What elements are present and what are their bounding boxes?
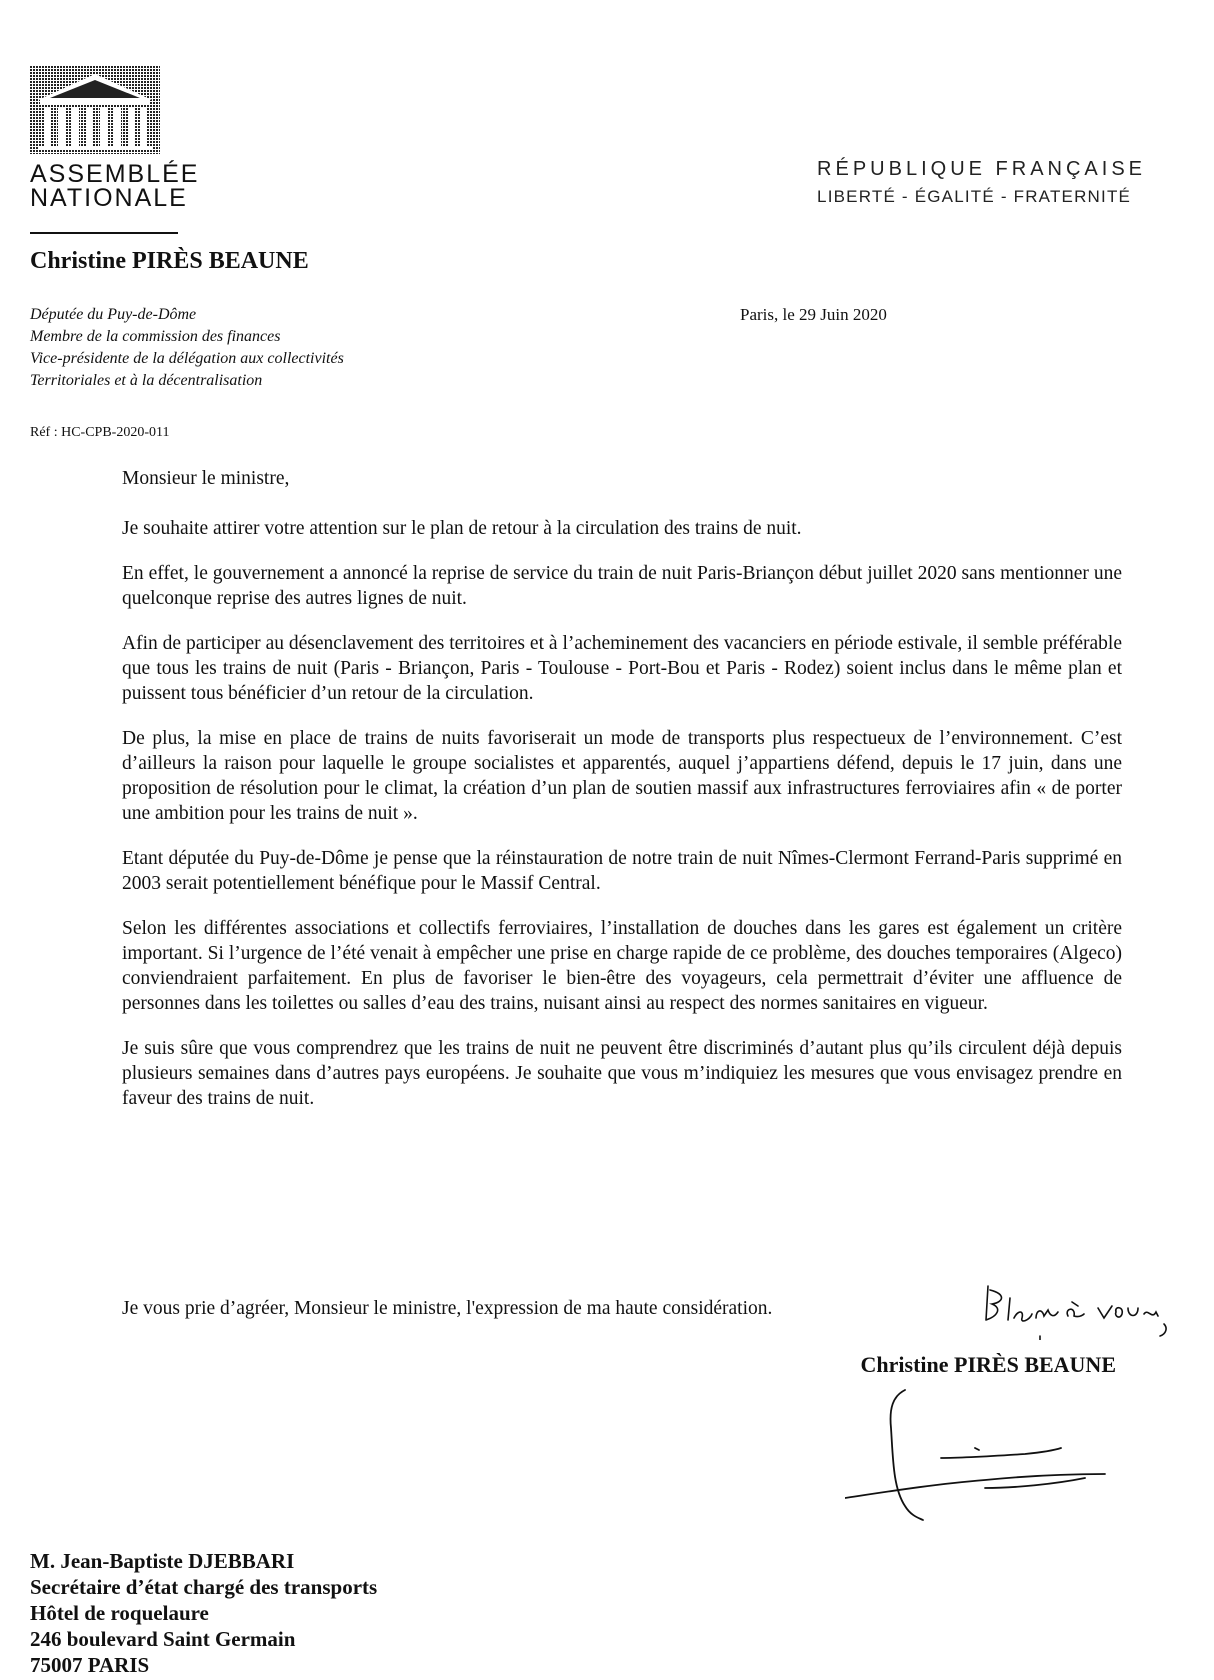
place-date: Paris, le 29 Juin 2020 — [740, 305, 887, 324]
handwritten-signature — [845, 1388, 1135, 1528]
author-name: Christine PIRÈS BEAUNE — [30, 248, 309, 274]
republic-header — [817, 158, 1146, 207]
republic-title: RÉPUBLIQUE FRANÇAISE — [817, 158, 1146, 180]
paragraph: En effet, le gouvernement a annoncé la reprise de service du train de nuit Paris-Briançon début juillet 2020 sans mentionner une quelconque reprise des autres lignes de nuit. — [122, 563, 1122, 609]
paragraph: De plus, la mise en place de trains de nuits favoriserait un mode de transports plus respectueux de l’environnement. C’est d’ailleurs la raison pour laquelle le groupe socialistes et apparentés, auquel j’appartiens défend, depuis le 17 juin, dans une proposition de résolution pour le climat, la création d’un plan de soutien massif aux infrastructures ferroviaires afin « de porter une ambition pour les trains de nuit ». — [122, 728, 1122, 824]
paragraph: Je suis sûre que vous comprendrez que les trains de nuit ne peuvent être discriminés d’autant plus qu’ils circulent déjà depuis plusieurs semaines dans d’autres pays européens. Je souhaite que vous m’indiquiez les mesures que vous envisagez prendre en faveur des trains de nuit. — [122, 1038, 1122, 1109]
closing-line: Je vous prie d’agréer, Monsieur le ministre, l'expression de ma haute considération. — [122, 1298, 773, 1319]
logo-text-line1: ASSEMBLÉE — [30, 160, 200, 188]
letter-body — [122, 466, 1122, 1131]
salutation: Monsieur le ministre, — [122, 468, 290, 489]
author-titles — [30, 304, 344, 392]
assemblee-nationale-logo — [30, 66, 200, 212]
recipient-address — [30, 1548, 377, 1678]
author-title: Vice-présidente de la délégation aux collectivités — [30, 350, 344, 367]
handwritten-note — [980, 1280, 1180, 1340]
logo-text-line2: NATIONALE — [30, 184, 188, 212]
republic-motto: LIBERTÉ - ÉGALITÉ - FRATERNITÉ — [817, 187, 1132, 206]
recipient-line: M. Jean-Baptiste DJEBBARI — [30, 1549, 295, 1573]
reference: Réf : HC-CPB-2020-011 — [30, 425, 170, 440]
author-title: Membre de la commission des finances — [30, 328, 281, 345]
author-title: Députée du Puy-de-Dôme — [30, 306, 197, 323]
recipient-line: 75007 PARIS — [30, 1653, 150, 1677]
signature-name: Christine PIRÈS BEAUNE — [860, 1352, 1116, 1377]
paragraph: Afin de participer au désenclavement des territoires et à l’acheminement des vacanciers en période estivale, il semble préférable que tous les trains de nuit (Paris - Briançon, Paris - Toulouse - Port-Bou et Paris - Rodez) soient inclus dans le même plan et puissent tous bénéficier d’un retour de la circulation. — [122, 633, 1122, 704]
paragraph: Etant députée du Puy-de-Dôme je pense que la réinstauration de notre train de nuit Nîmes-Clermont Ferrand-Paris supprimé en 2003 serait potentiellement bénéfique pour le Massif Central. — [122, 848, 1122, 894]
header-divider — [30, 232, 178, 234]
paragraph: Selon les différentes associations et collectifs ferroviaires, l’installation de douches dans les gares est également un critère important. Si l’urgence de l’été venait à empêcher une prise en charge rapide de ce problème, des douches temporaires (Algeco) conviendraient parfaitement. En plus de favoriser le bien-être des voyageurs, cela permettrait d’éviter une affluence de personnes dans les toilettes ou salles d’eau des trains, nuisant ainsi au respect des normes sanitaires en vigueur. — [122, 918, 1122, 1014]
author-title: Territoriales et à la décentralisation — [30, 372, 263, 389]
recipient-line: 246 boulevard Saint Germain — [30, 1627, 296, 1651]
paragraph: Je souhaite attirer votre attention sur le plan de retour à la circulation des trains de nuit. — [122, 518, 802, 539]
assemblee-building-icon — [30, 66, 160, 154]
recipient-line: Secrétaire d’état chargé des transports — [30, 1575, 378, 1599]
recipient-line: Hôtel de roquelaure — [30, 1601, 209, 1625]
